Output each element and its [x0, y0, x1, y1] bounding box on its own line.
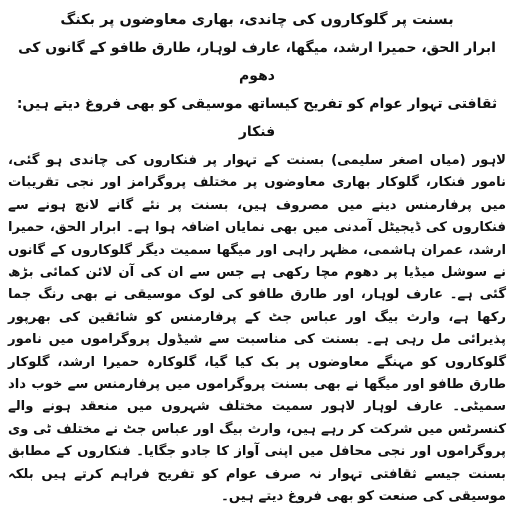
sub-headline-artists-quote: ثقافتی تہوار عوام کو تفریح کیساتھ موسیقی کو بھی فروغ دیتے ہیں: فنکار — [16, 96, 498, 140]
main-headline: بسنت پر گلوکاروں کی چاندی، بھاری معاوضوں پر بکنگ — [60, 12, 454, 28]
sub-headline-singers: ابرار الحق، حمیرا ارشد، میگھا، عارف لوہار، طارق طافو کے گانوں کی دھوم — [18, 40, 496, 84]
article-body: لاہور (میاں اصغر سلیمی) بسنت کے تہوار پر فنکاروں کی چاندی ہو گئی، نامور فنکار، گلوکار بھاری معاوضوں پر مختلف پروگرامز اور نجی تقریبات میں پرفارمنس دینے میں مصروف ہیں، بسنت پر نئے گانے لانچ ہونے سے فنکاروں کی ڈیجیٹل آمدنی میں بھی نمایاں اضافہ ہوا ہے۔ ابرار الحق، حمیرا ارشد، عمران ہاشمی، مظہر راہی اور میگھا سمیت دیگر گلوکاروں کے گانوں نے سوشل میڈیا پر دھوم مچا رکھی ہے جس سے ان کی آن لائن کمائی بڑھ گئی ہے۔ عارف لوہار، اور طارق طافو کی لوک موسیقی نے بھی رنگ جما رکھا ہے، وارث بیگ اور عباس جٹ کے پرفارمنس کو شائقین کی بھرپور پذیرائی مل رہی ہے۔ بسنت کی مناسبت سے شیڈول پروگراموں میں نامور گلوکاروں کو مہنگے معاوضوں پر بک کیا گیا، گلوکارہ حمیرا ارشد، گلوکار طارق طافو اور میگھا نے بھی بسنت پروگراموں میں پرفارمنس سے خوب داد سمیٹی۔ عارف لوہار لاہور سمیت مختلف شہروں میں منعقد ہونے والے کنسرٹس میں شرکت کر رہے ہیں، وارث بیگ اور عباس جٹ نے مختلف ٹی وی پروگراموں اور نجی محافل میں اپنی آواز کا جادو جگایا۔ فنکاروں کے مطابق بسنت جیسے ثقافتی تہوار نہ صرف عوام کو تفریح فراہم کرتے ہیں بلکہ موسیقی کی صنعت کو بھی فروغ دیتے ہیں۔ — [8, 153, 506, 505]
